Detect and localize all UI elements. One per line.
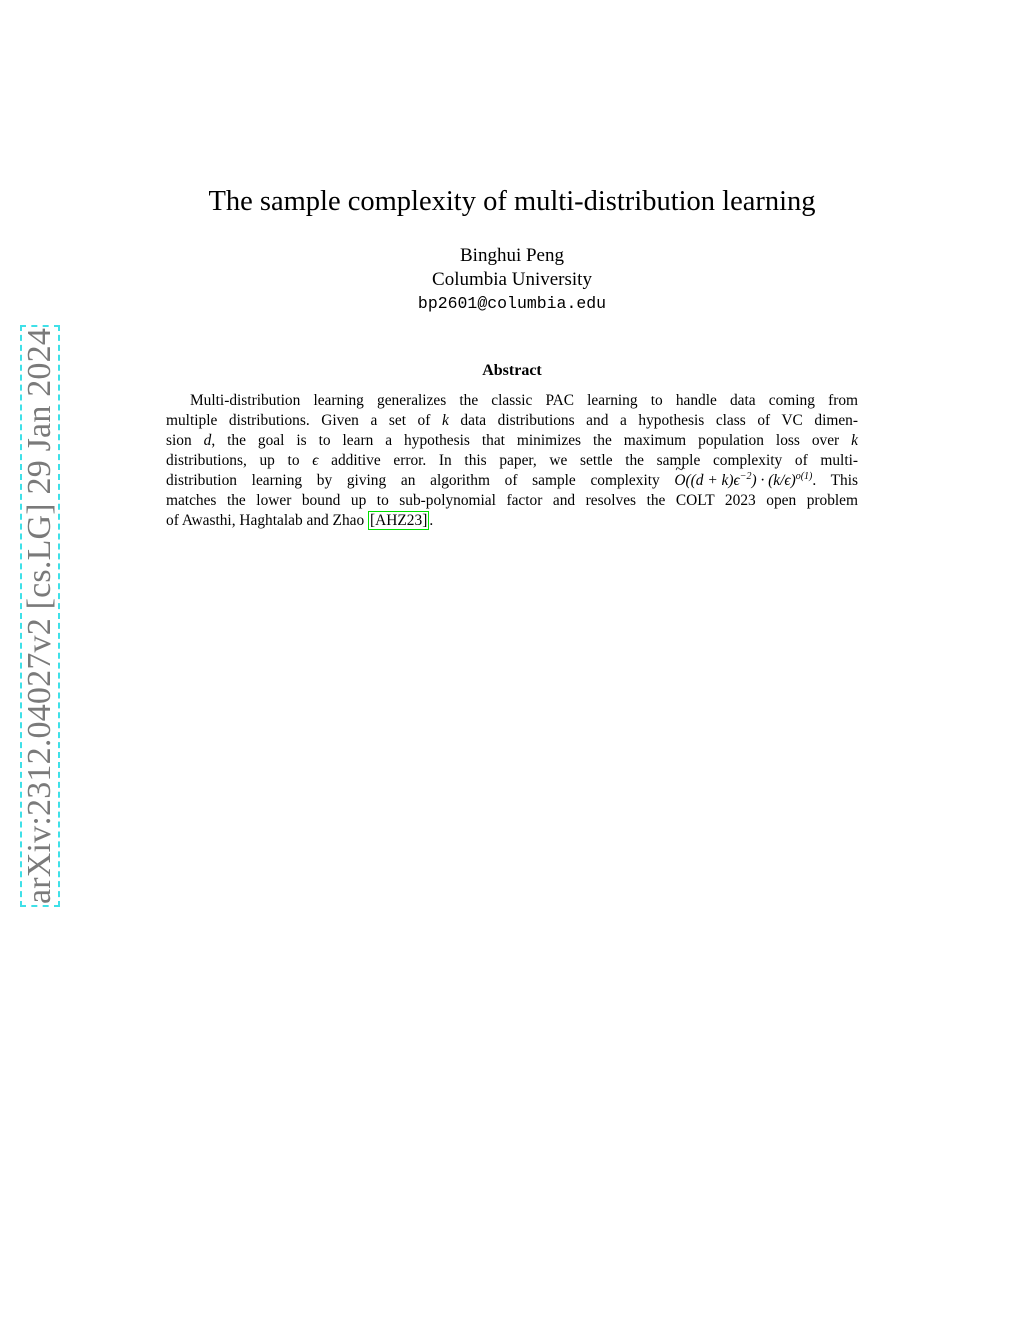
abstract-text: distribution learning by giving an algorithm of sample complexity <box>166 472 660 489</box>
abstract-line <box>166 411 858 431</box>
abstract-text: of Awasthi, Haghtalab and Zhao <box>166 512 365 529</box>
abstract-line <box>166 391 858 411</box>
abstract-line <box>166 431 858 451</box>
abstract-heading: Abstract <box>482 362 542 379</box>
abstract-text: multiple distributions. Given a set of <box>166 412 431 429</box>
math-variable-k: k <box>851 432 858 449</box>
math-variable-epsilon: ϵ <box>312 452 319 469</box>
complexity-formula <box>674 471 812 491</box>
complexity-exponent: −2 <box>739 470 752 482</box>
abstract-text: data distributions and a hypothesis class of VC dimen- <box>460 412 858 429</box>
paper-title: The sample complexity of multi-distribution learning <box>208 186 816 217</box>
abstract-text: additive error. In this paper, we settle the sample complexity of multi- <box>331 452 858 469</box>
citation-link[interactable]: [AHZ23] <box>370 512 428 529</box>
author-name: Binghui Peng <box>460 245 564 266</box>
abstract-body <box>166 391 858 531</box>
complexity-exponent: o(1) <box>795 470 813 482</box>
complexity-formula-mid: ) · (k/ϵ) <box>751 472 796 489</box>
arxiv-stamp <box>20 325 60 907</box>
arxiv-stamp-text: arXiv:2312.04027v2 [cs.LG] 29 Jan 2024 <box>21 327 59 905</box>
abstract-text: distributions, up to <box>166 452 300 469</box>
abstract-text: sion <box>166 432 192 449</box>
abstract-text: Multi-distribution learning generalizes the classic PAC learning to handle data coming from <box>190 392 858 409</box>
abstract-text: . <box>429 512 434 529</box>
author-email[interactable]: bp2601@columbia.edu <box>417 294 607 313</box>
abstract-line <box>166 491 858 511</box>
math-variable-k: k <box>441 412 449 429</box>
abstract-text: matches the lower bound up to sub-polynomial factor and resolves the COLT 2023 open problem <box>166 492 858 509</box>
abstract-line <box>166 471 858 491</box>
abstract-text: , the goal is to learn a hypothesis that minimizes the maximum population loss over <box>211 432 840 449</box>
math-variable-d: d <box>203 432 212 449</box>
abstract-text: . This <box>812 472 858 489</box>
author-affiliation: Columbia University <box>432 269 592 290</box>
complexity-formula-base: O((d + k)ϵ <box>674 472 740 489</box>
author-block <box>0 244 1024 316</box>
abstract-line <box>166 451 858 471</box>
abstract-line <box>166 511 858 531</box>
